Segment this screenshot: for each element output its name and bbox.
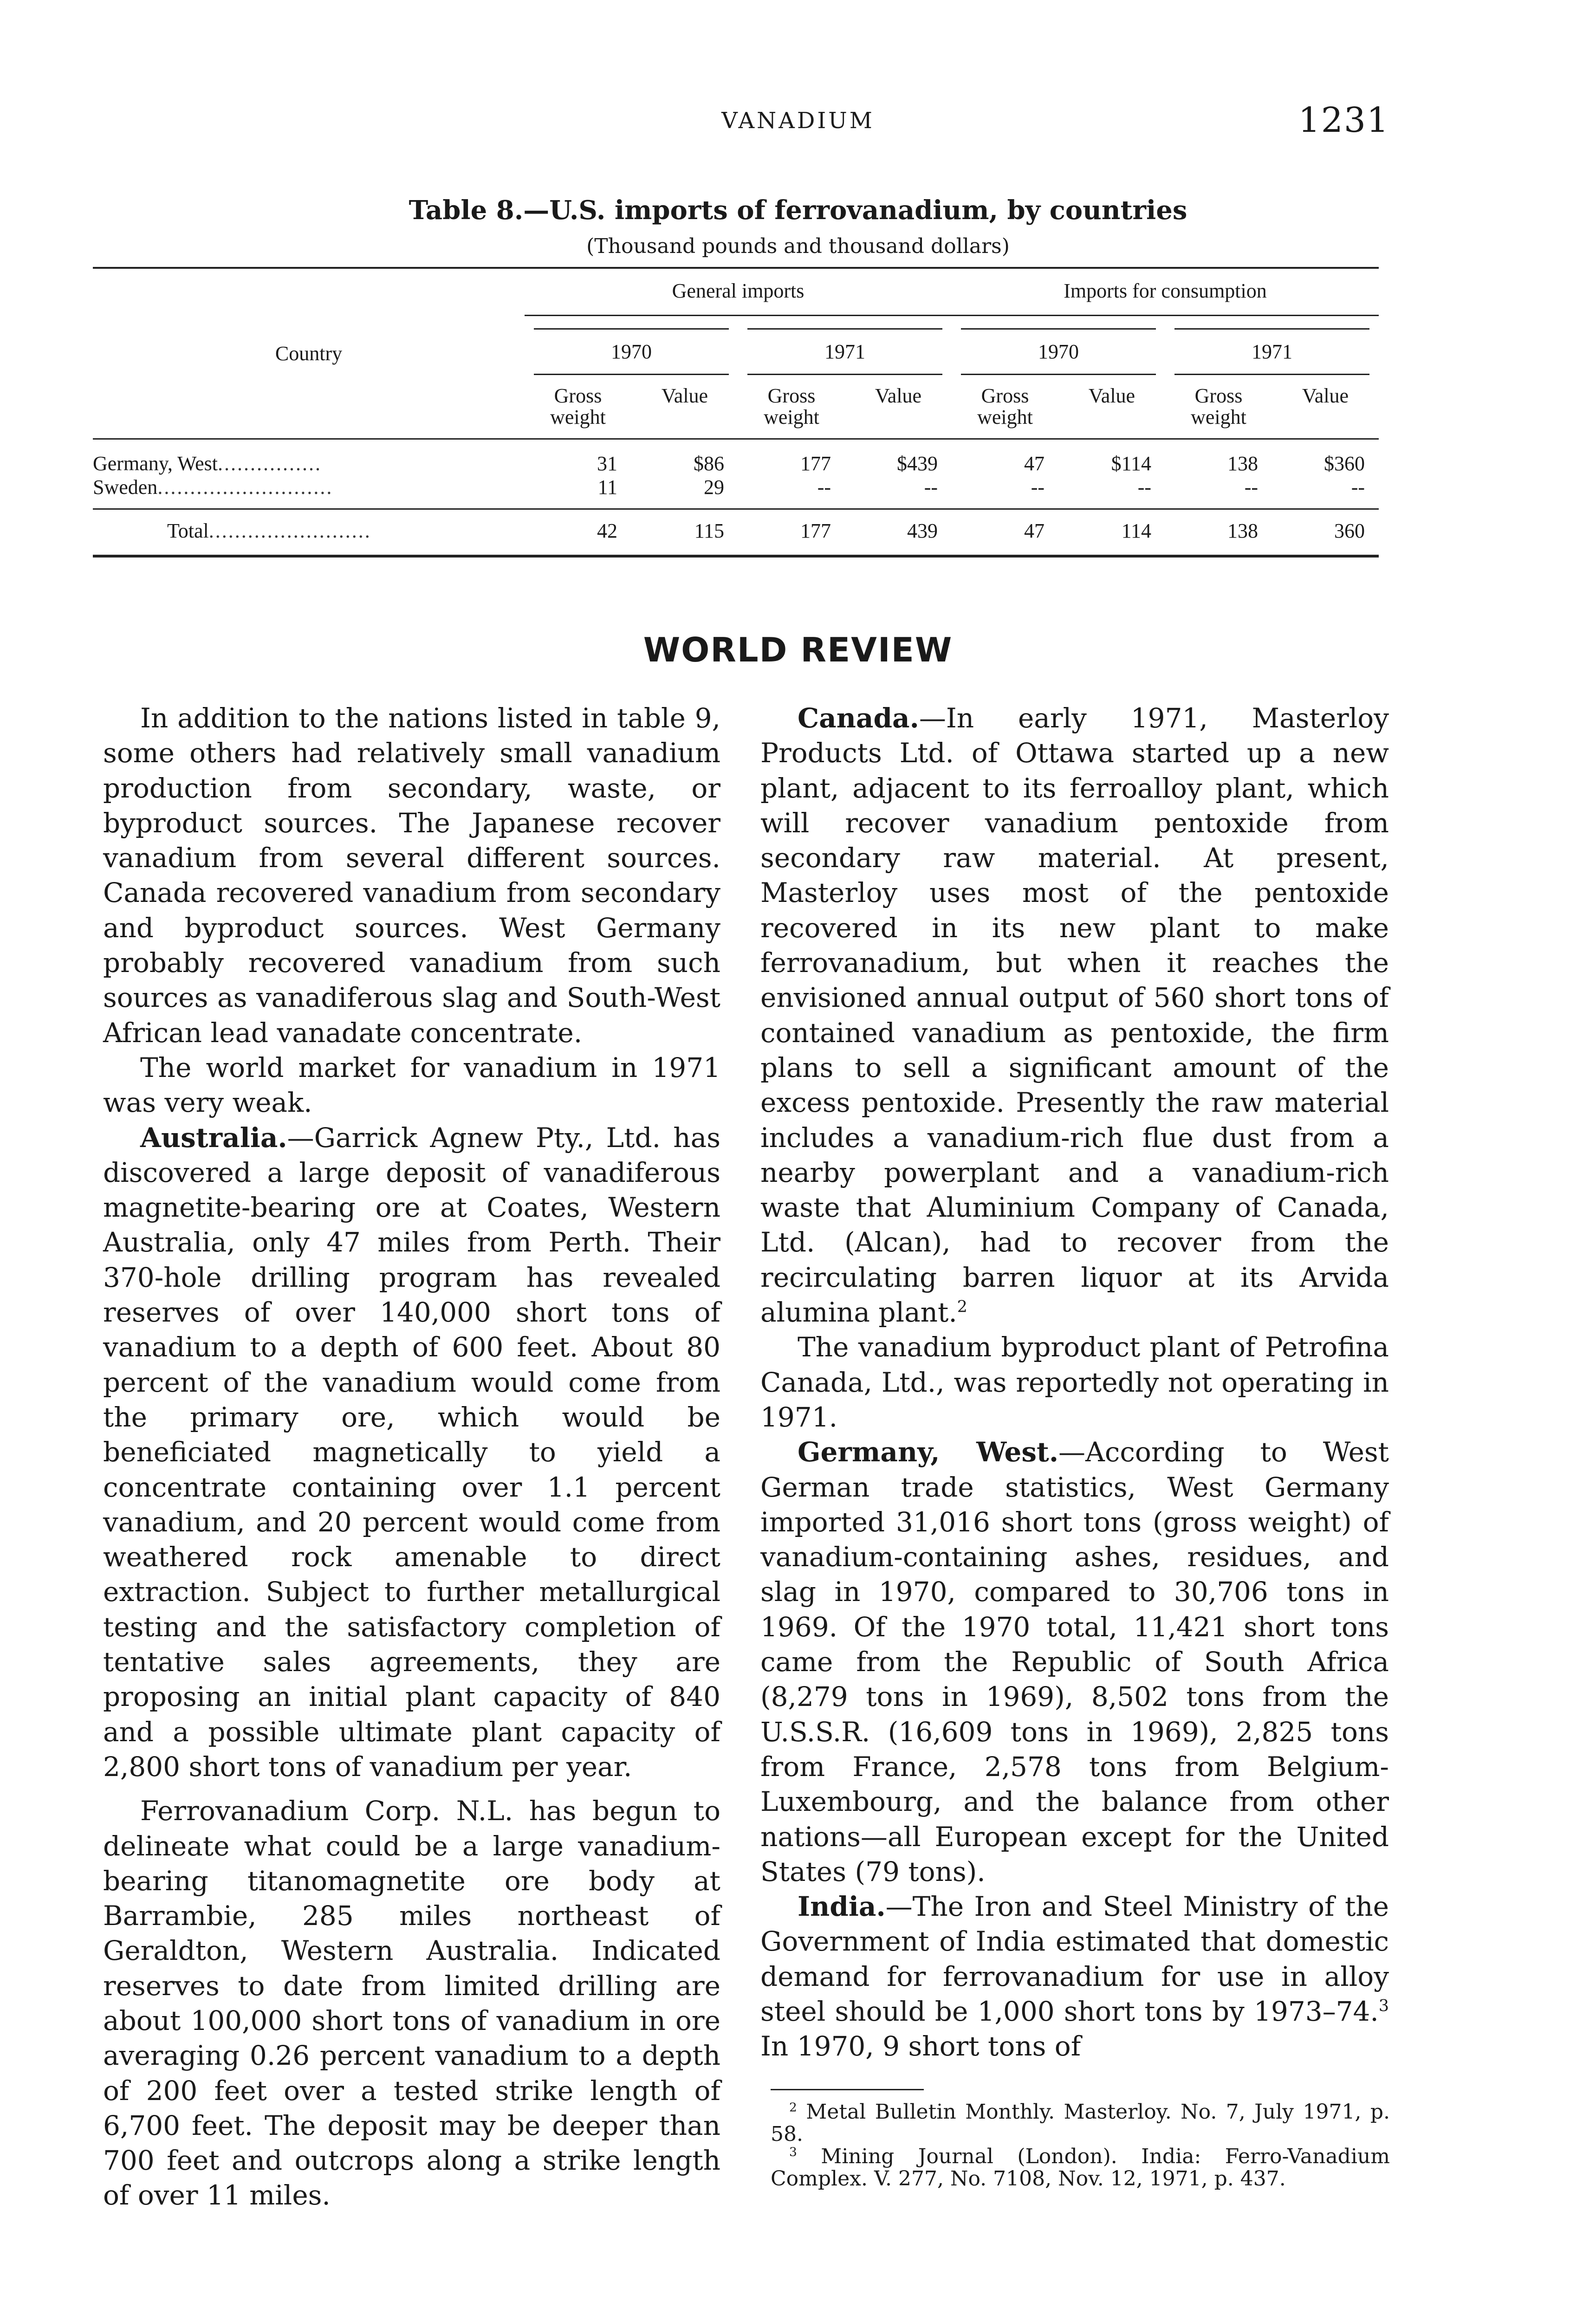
table-cell: 177 (800, 452, 831, 475)
paragraph: In addition to the nations listed in table 9, some others had relatively small vanadium production from secondary, waste, or byproduct sources. The Japanese recover vanadium from several different sources. Canada recovered vanadium from secondary and byproduct sources. West Germany probably recovered vanadium from such sources as vanadiferous slag and South-West African lead vanadate concentrate. (103, 702, 720, 1049)
gross-weight-header: Gross weight (550, 384, 606, 429)
general-1970-header: 1970 (534, 328, 729, 375)
table-cell: -- (1031, 476, 1045, 499)
table-cell: -- (1351, 476, 1365, 499)
footnote (771, 2101, 1390, 2146)
country-name: Sweden (93, 476, 158, 499)
table-cell: 177 (738, 509, 845, 557)
running-head: VANADIUM (721, 108, 875, 134)
table-cell: 29 (704, 476, 724, 499)
paragraph-canada (760, 701, 1389, 1330)
country-lead-india: India. (798, 1891, 886, 1923)
consumption-1971-header: 1971 (1174, 328, 1369, 375)
right-column (760, 701, 1389, 2064)
table-row (93, 475, 1379, 509)
table-cell: 47 (1024, 452, 1045, 475)
table-cell: 31 (597, 452, 617, 475)
dot-leader: ......................... (208, 519, 371, 543)
section-heading: WORLD REVIEW (643, 630, 953, 669)
footnote-ref: 2 (957, 1297, 967, 1316)
footnote-text: Mining Journal (London). India: Ferro-Vanadium Complex. V. 277, No. 7108, Nov. 12, 1971, p. 437. (771, 2145, 1390, 2191)
footnotes (771, 2101, 1390, 2190)
paragraph-germany (760, 1435, 1389, 1889)
paragraph-text: —The Iron and Steel Ministry of the Government of India estimated that domestic demand for ferrovanadium for use in alloy steel should be 1,000 short tons by 1973–74. (760, 1891, 1389, 2027)
paragraph-text: —According to West German trade statistics, West Germany imported 31,016 short tons (gross weight) of vanadium-containing ashes, residues, and slag in 1970, compared to 30,706 tons in 1969. Of the 1970 total, 11,421 short tons came from the Republic of South Africa (8,279 tons in 1969), 8,502 tons from the U.S.S.R. (16,609 tons in 1969), 2,825 tons from France, 2,578 tons from Belgium-Luxembourg, and the balance from other nations—all European except for the United States (79 tons). (760, 1436, 1389, 1887)
ferrovanadium-imports-table (93, 267, 1379, 558)
country-name: Germany, West (93, 452, 218, 475)
table-cell: 138 (1165, 509, 1272, 557)
table-cell: -- (817, 476, 831, 499)
table-cell: 138 (1227, 452, 1258, 475)
gross-weight-header: Gross weight (977, 384, 1033, 429)
table-cell: 47 (952, 509, 1058, 557)
table-cell: -- (924, 476, 938, 499)
footnote-mark: 3 (789, 2145, 797, 2159)
table-cell: $86 (694, 452, 724, 475)
country-column-header: Country (275, 342, 343, 365)
footnote (771, 2146, 1390, 2190)
left-column (103, 701, 720, 2213)
table-cell: 439 (845, 509, 952, 557)
general-1971-header: 1971 (747, 328, 942, 375)
table-subtitle: (Thousand pounds and thousand dollars) (586, 234, 1010, 258)
paragraph-text: —In early 1971, Masterloy Products Ltd. of Ottawa started up a new plant, adjacent to its ferroalloy plant, which will recover vanadium pentoxide from secondary raw material. At present, Masterloy uses most of the pentoxide recovered in its new plant to make ferrovanadium, but when it reaches the envisioned annual output of 560 short tons of contained vanadium as pentoxide, the firm plans to sell a significant amount of the excess pentoxide. Presently the raw material includes a vanadium-rich flue dust from a nearby powerplant and a vanadium-rich waste that Aluminium Company of Canada, Ltd. (Alcan), had to recover from the recirculating barren liquor at its Arvida alumina plant. (760, 702, 1389, 1329)
general-imports-header: General imports (525, 268, 952, 316)
paragraph-text: —Garrick Agnew Pty., Ltd. has discovered a large deposit of vanadiferous magnetite-bearing ore at Coates, Western Australia, only 47 miles from Perth. Their 370-hole drilling program has revealed reserves of over 140,000 short tons of vanadium to a depth of 600 feet. About 80 percent of the vanadium would come from the primary ore, which would be beneficiated magnetically to yield a concentrate containing over 1.1 percent vanadium, and 20 percent would come from weathered rock amenable to direct extraction. Subject to further metallurgical testing and the satisfactory completion of tentative sales agreements, they are proposing an initial plant capacity of 840 and a possible ultimate plant capacity of 2,800 short tons of vanadium per year. (103, 1122, 720, 1783)
value-header: Value (875, 384, 922, 407)
dot-leader: ................ (217, 452, 322, 475)
footnote-text: Metal Bulletin Monthly. Masterloy. No. 7, July 1971, p. 58. (771, 2100, 1390, 2146)
table-cell: -- (1244, 476, 1258, 499)
consumption-imports-header: Imports for consumption (952, 268, 1379, 316)
total-label: Total (167, 519, 209, 543)
table-cell: 114 (1058, 509, 1165, 557)
footnote-mark: 2 (789, 2100, 797, 2115)
value-header: Value (1088, 384, 1135, 407)
footnote-rule (771, 2089, 924, 2090)
table-cell: 115 (631, 509, 738, 557)
consumption-1970-header: 1970 (961, 328, 1156, 375)
table-cell: $114 (1111, 452, 1151, 475)
footnote-ref: 3 (1378, 1997, 1389, 2016)
total-row (93, 509, 1379, 557)
dot-leader: ........................... (157, 476, 333, 499)
paragraph-india (760, 1889, 1389, 2064)
country-lead-australia: Australia. (140, 1122, 287, 1154)
table-cell: -- (1137, 476, 1151, 499)
country-lead-canada: Canada. (798, 702, 919, 734)
paragraph: Ferrovanadium Corp. N.L. has begun to delineate what could be a large vanadium-bearing titanomagnetite ore body at Barrambie, 285 miles northeast of Geraldton, Western Australia. Indicated reserves to date from limited drilling are about 100,000 short tons of vanadium in ore averaging 0.26 percent vanadium to a depth of 200 feet over a tested strike length of 6,700 feet. The deposit may be deeper than 700 feet and outcrops along a strike length of over 11 miles. (103, 1795, 720, 2211)
paragraph: The vanadium byproduct plant of Petrofina Canada, Ltd., was reportedly not operating in 1971. (760, 1331, 1389, 1433)
paragraph: The world market for vanadium in 1971 was very weak. (103, 1051, 720, 1119)
paragraph-text: In 1970, 9 short tons of (760, 2030, 1081, 2062)
table-cell: $439 (897, 452, 938, 475)
country-lead-germany: Germany, West. (798, 1436, 1059, 1468)
paragraph-australia (103, 1121, 720, 1785)
value-header: Value (1302, 384, 1349, 407)
gross-weight-header: Gross weight (764, 384, 819, 429)
table-row (93, 439, 1379, 476)
table-cell: 360 (1272, 509, 1379, 557)
gross-weight-header: Gross weight (1191, 384, 1246, 429)
table-cell: $360 (1324, 452, 1365, 475)
table-cell: 42 (525, 509, 631, 557)
page-number: 1231 (1298, 100, 1389, 140)
table-title: Table 8.—U.S. imports of ferrovanadium, by countries (409, 195, 1187, 226)
table-cell: 11 (597, 476, 617, 499)
value-header: Value (661, 384, 708, 407)
